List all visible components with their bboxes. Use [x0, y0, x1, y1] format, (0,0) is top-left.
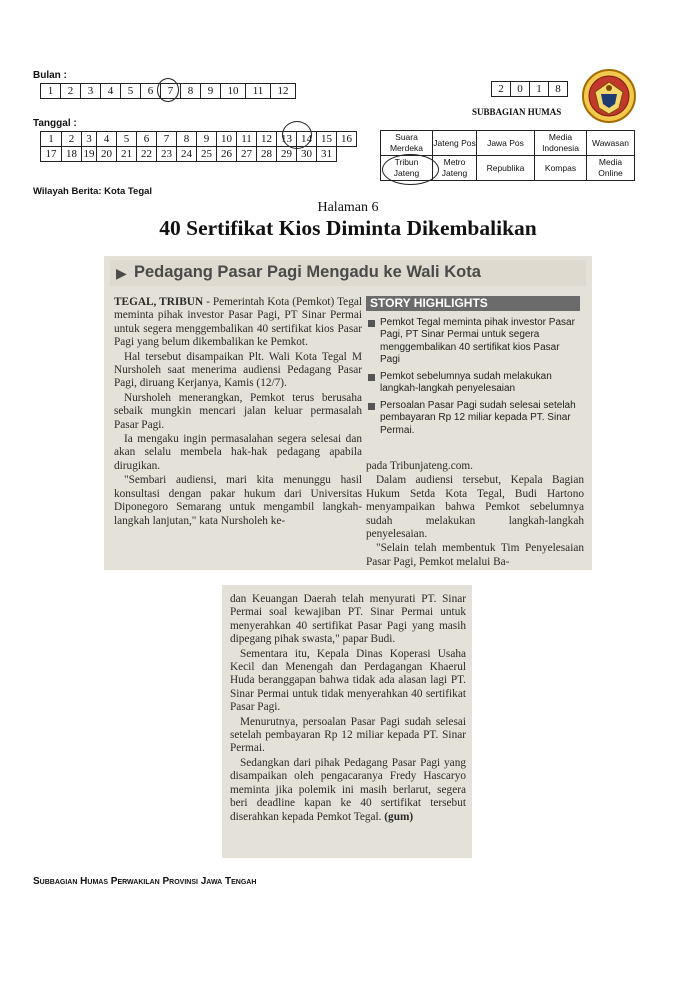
month-cell: 3: [81, 84, 101, 99]
paragraph: Sedangkan dari pihak Pedagang Pasar Pagi yang disampaikan oleh pengacaranya Fredy Hascaryo meminta jika polemik ini masih berlarut, segera beri deadline kapan ke 40 sertifikat tersebut diserahkan kepada Pemkot Tegal. (gum): [230, 756, 466, 823]
month-cell: 9: [201, 84, 221, 99]
media-cell: Republika: [477, 156, 535, 181]
org-label: SUBBAGIAN HUMAS: [472, 107, 562, 117]
bullet-square-icon: [368, 374, 375, 381]
paragraph: Menurutnya, persoalan Pasar Pagi sudah selesai setelah pembayaran Rp 12 miliar kepada PT. Sinar Permai.: [230, 715, 466, 755]
tanggal-label: Tanggal :: [33, 118, 77, 129]
month-cell: 4: [101, 84, 121, 99]
page-number-label: Halaman 6: [317, 200, 379, 215]
year-digit-cell: 2: [492, 82, 511, 97]
paragraph: dan Keuangan Daerah telah menyurati PT. Sinar Permai soal kewajiban PT. Sinar Permai untuk menyerahkan 40 sertifikat Pasar Pagi yang masih dipegang pihak swasta," papar Budi.: [230, 593, 466, 646]
year-digit-cell: 0: [511, 82, 530, 97]
media-cell: Media Indonesia: [535, 131, 587, 156]
date-cell: 14: [297, 132, 317, 147]
bulan-label: Bulan :: [33, 70, 67, 81]
wilayah-label: Wilayah Berita: Kota Tegal: [33, 186, 153, 197]
date-cell: 13: [277, 132, 297, 147]
date-selection-circle: [282, 121, 312, 149]
year-box: [491, 81, 568, 97]
date-cell: 7: [157, 132, 177, 147]
paragraph: Sementara itu, Kepala Dinas Koperasi Usaha Kecil dan Menengah dan Perdagangan Khaerul Huda beranggapan bahwa tidak ada alasan lagi PT. Sinar Permai untuk tidak menyerahkan 40 sertifikat Pasar Pagi.: [230, 647, 466, 714]
month-cell: 10: [221, 84, 246, 99]
date-cell: 15: [317, 132, 337, 147]
date-cell: 27: [237, 147, 257, 162]
byline: (gum): [384, 810, 414, 823]
month-cell: 12: [271, 84, 296, 99]
date-cell: 9: [197, 132, 217, 147]
date-cell: 24: [177, 147, 197, 162]
date-cell: 10: [217, 132, 237, 147]
media-cell: Tribun Jateng: [381, 156, 433, 181]
article-column-2: [366, 460, 584, 568]
media-cell: Media Online: [587, 156, 635, 181]
month-cell: 2: [61, 84, 81, 99]
date-cell: 11: [237, 132, 257, 147]
media-cell: Suara Merdeka: [381, 131, 433, 156]
month-selection-circle: [157, 78, 179, 102]
paragraph: - Pemerintah Kota (Pemkot) Tegal meminta pihak investor Pasar Pagi, PT Sinar Permai untuk segera menggembalikan 40 sertifikat kios Pasar Pagi yang belum dikembalikan ke Pemkot.: [114, 296, 362, 349]
month-cell: 11: [246, 84, 271, 99]
date-cell: 30: [297, 147, 317, 162]
year-digit-cell: 1: [530, 82, 549, 97]
media-selection-circle: [382, 154, 439, 185]
date-cell: 6: [137, 132, 157, 147]
bullet-square-icon: [368, 403, 375, 410]
highlight-item: Pemkot Tegal meminta pihak investor Pasar Pagi, PT Sinar Permai untuk segera menggembalikan 40 sertifikat kios Pasar Pagi: [366, 317, 580, 367]
month-cell: 5: [121, 84, 141, 99]
date-cell: 16: [337, 132, 357, 147]
date-cell: 20: [97, 147, 117, 162]
news-clipping-top: [104, 256, 592, 570]
date-cell: 28: [257, 147, 277, 162]
date-cell: 4: [97, 132, 117, 147]
dateline: TEGAL, TRIBUN: [114, 296, 204, 308]
article-column-1: [114, 296, 362, 568]
date-cell: 5: [117, 132, 137, 147]
date-cell: 23: [157, 147, 177, 162]
paragraph: Nursholeh menerangkan, Pemkot terus berusaha sebaik mungkin mencari jalan keluar permasalah Pasar Pagi.: [114, 391, 362, 431]
paragraph: Dalam audiensi tersebut, Kepala Bagian Hukum Setda Kota Tegal, Budi Hartono menyampaikan bahwa Pemkot sebelumnya sudah melakukan langkah-langkah penyelesaian.: [366, 474, 584, 541]
article-title: 40 Sertifikat Kios Diminta Dikembalikan: [159, 216, 537, 240]
paragraph: "Selain telah membentuk Tim Penyelesaian Pasar Pagi, Pemkot melalui Ba-: [366, 542, 584, 568]
garuda-emblem-icon: [579, 68, 639, 124]
paragraph: Hal tersebut disampaikan Plt. Wali Kota Tegal M Nursholeh saat menerima audiensi Pedagang Pasar Pagi, diruang Kerjanya, Kamis (12/7).: [114, 350, 362, 390]
date-cell: 12: [257, 132, 277, 147]
paragraph: Ia mengaku ingin permasalahan segera selesai dan akan selalu membela hak-hak pedagang apabila dirugikan.: [114, 433, 362, 472]
month-cell: 8: [181, 84, 201, 99]
kicker-bar: [110, 260, 586, 286]
month-cell: 1: [41, 84, 61, 99]
highlight-item: Pemkot sebelumnya sudah melakukan langkah-langkah penyelesaian: [366, 371, 580, 396]
date-cell: 18: [62, 147, 82, 162]
date-cell: 29: [277, 147, 297, 162]
date-cell: 2: [62, 132, 82, 147]
highlight-item: Persoalan Pasar Pagi sudah selesai setelah pembayaran Rp 12 miliar kepada PT. Sinar Permai.: [366, 400, 580, 438]
date-cell: 26: [217, 147, 237, 162]
date-cell: 3: [82, 132, 97, 147]
bullet-square-icon: [368, 320, 375, 327]
media-cell: Wawasan: [587, 131, 635, 156]
date-cell: 17: [41, 147, 62, 162]
media-cell: Metro Jateng: [433, 156, 477, 181]
media-cell: Jawa Pos: [477, 131, 535, 156]
footer-label: Subbagian Humas Perwakilan Provinsi Jawa Tengah: [33, 876, 257, 887]
media-cell: Jateng Pos: [433, 131, 477, 156]
date-cell: 21: [117, 147, 137, 162]
date-cell: 22: [137, 147, 157, 162]
month-cell: 7: [161, 84, 181, 99]
kicker-arrow-icon: ▶: [116, 265, 127, 281]
date-cell: 1: [41, 132, 62, 147]
story-highlights-box: [366, 296, 580, 456]
date-cell: 31: [317, 147, 337, 162]
kicker-headline: Pedagang Pasar Pagi Mengadu ke Wali Kota: [134, 263, 481, 281]
media-cell: Kompas: [535, 156, 587, 181]
article-column-3: [230, 593, 466, 855]
story-highlights-title: STORY HIGHLIGHTS: [366, 296, 580, 311]
date-cell: 25: [197, 147, 217, 162]
paragraph: pada Tribunjateng.com.: [366, 460, 473, 472]
year-digit-cell: 8: [549, 82, 568, 97]
date-cell: 19: [83, 148, 95, 160]
paragraph: "Sembari audiensi, mari kita menunggu hasil konsultasi dengan pakar hukum dari Universitas Diponegoro Semarang untuk mengambil langkah-langkah lanjutan," kata Nursholeh ke-: [114, 474, 362, 527]
date-cell: 8: [177, 132, 197, 147]
news-clipping-bottom: [222, 585, 472, 858]
month-cell: 6: [141, 84, 161, 99]
